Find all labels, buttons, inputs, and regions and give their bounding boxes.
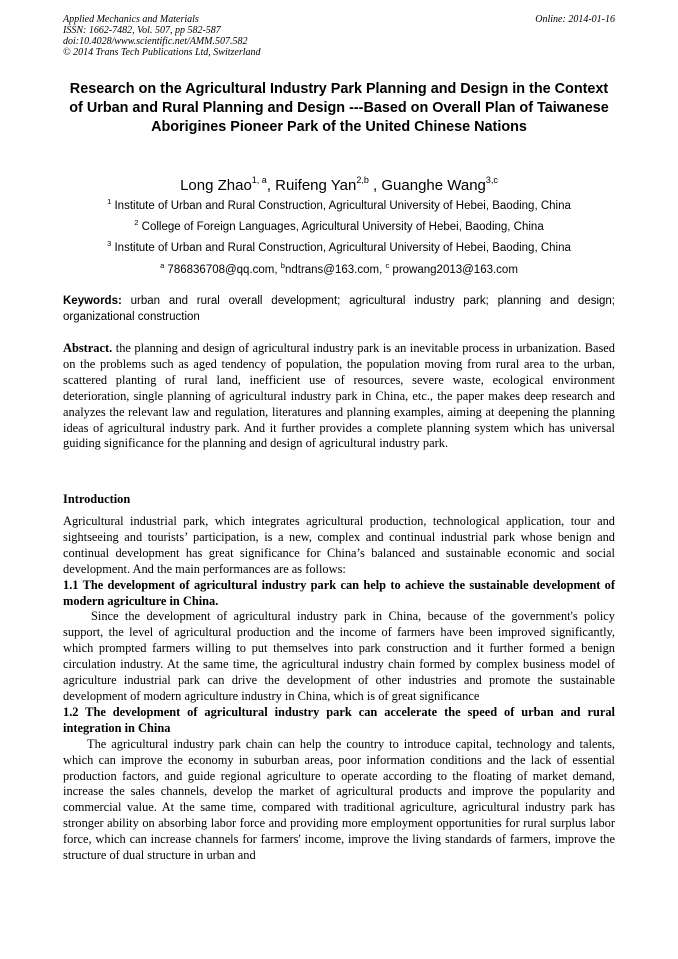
abstract-label: Abstract. [63, 341, 113, 355]
author-superscript: 2,b [356, 175, 369, 185]
affiliation-number: 1 [107, 197, 112, 206]
author-name: Guanghe Wang [381, 177, 486, 194]
author-list [62, 169, 616, 197]
introduction-body [63, 514, 615, 864]
issn-line: ISSN: 1662-7482, Vol. 507, pp 582-587 [63, 25, 221, 36]
email-address: 786836708@qq.com, [164, 264, 281, 276]
subsection-heading: 1.2 The development of agricultural industry park can accelerate the speed of urban and rural integration in China [63, 704, 615, 735]
online-date: Online: 2014-01-16 [535, 14, 615, 25]
author-separator: , [368, 177, 382, 194]
author-separator: , [266, 177, 276, 194]
email-superscript: c [385, 261, 390, 270]
paragraph: Since the development of agricultural industry park in China, because of the government's policy support, the level of agricultural production and the income of farmers have been improved significantly, which prompted farmers willing to put themselves into park construction and it further formed a benign circulation industry. At the same time, the agricultural industry chain formed by complex business model of agriculture industrial park can drive the development of other industries and promote the sustainable development of modern agriculture industry in China, which is of great significance [63, 609, 615, 703]
abstract-text: the planning and design of agricultural industry park is an inevitable process in urbanization. Based on the problems such as aged tendency of population, the population moving from rural area to the urban, scattered planting of rural land, inefficient use of resources, severe waste, ecological environment deterioration, single planning of agricultural industry park in China, etc., the paper makes deep research and analyzes the relevant law and regulation, literatures and planning examples, aiming at deepening the planning ideas of agricultural industry park. And it further provides a complete planning system which has universal guiding significance for the planning and design of agricultural industry park. [63, 341, 615, 451]
paper-title: Research on the Agricultural Industry Park Planning and Design in the Context of Urban and Rural Planning and Design ---Based on Overall Plan of Taiwanese Aborigines Pioneer Park of the United Chinese Nations [69, 81, 609, 135]
affiliation [62, 237, 616, 255]
email-superscript: a [160, 261, 165, 270]
author-superscript: 3,c [485, 175, 498, 185]
affiliation-number: 3 [107, 239, 112, 248]
email-line [62, 259, 616, 277]
author-name: Ruifeng Yan [275, 177, 357, 194]
keywords-text: urban and rural overall development; agricultural industry park; planning and design; organizational construction [63, 295, 615, 323]
journal-name: Applied Mechanics and Materials [63, 14, 199, 25]
section-heading-introduction: Introduction [63, 492, 131, 506]
affiliation-text: Institute of Urban and Rural Construction, Agricultural University of Hebei, Baoding, China [111, 200, 571, 212]
email-superscript: b [280, 261, 285, 270]
copyright-line: © 2014 Trans Tech Publications Ltd, Switzerland [63, 47, 261, 58]
affiliation-number: 2 [134, 218, 139, 227]
affiliation-text: College of Foreign Languages, Agricultural University of Hebei, Baoding, China [138, 221, 544, 233]
subsection-heading: 1.1 The development of agricultural industry park can help to achieve the sustainable development of modern agriculture in China. [63, 577, 615, 608]
abstract [63, 341, 615, 452]
journal-header [63, 14, 615, 58]
keywords-label: Keywords: [63, 295, 122, 307]
affiliation [62, 195, 616, 213]
author-name: Long Zhao [180, 177, 252, 194]
paragraph: Agricultural industrial park, which integrates agricultural production, technological application, tour and sightseeing and tourists’ participation, is a new, complex and continual industrial park whose benign and continual development has great significance for China’s balanced and sustainable economic and social development. And the main performances are as follows: [63, 514, 615, 576]
keywords [63, 294, 615, 325]
email-address: ndtrans@163.com, [284, 264, 386, 276]
paragraph: The agricultural industry park chain can help the country to introduce capital, technology and talents, which can improve the economy in suburban areas, poor information conditions and the lack of essential production factors, and guide regional agriculture to operate according to the floating of market demand, increase the sales channels, develop the market of agricultural products and improve the popularity and commercial value. At the same time, compared with traditional agriculture, agricultural industry park has stronger ability on absorbing labor force and providing more employment opportunities for rural surplus labor force, which can increase channels for farmers' income, improve the living standards of farmers, improve the structure of dual structure in urban and [63, 736, 615, 863]
affiliation-text: Institute of Urban and Rural Construction, Agricultural University of Hebei, Baoding, China [111, 242, 571, 254]
author-superscript: 1, a [251, 175, 267, 185]
doi-line: doi:10.4028/www.scientific.net/AMM.507.582 [63, 36, 248, 47]
email-address: prowang2013@163.com [389, 264, 518, 276]
affiliation [62, 216, 616, 234]
